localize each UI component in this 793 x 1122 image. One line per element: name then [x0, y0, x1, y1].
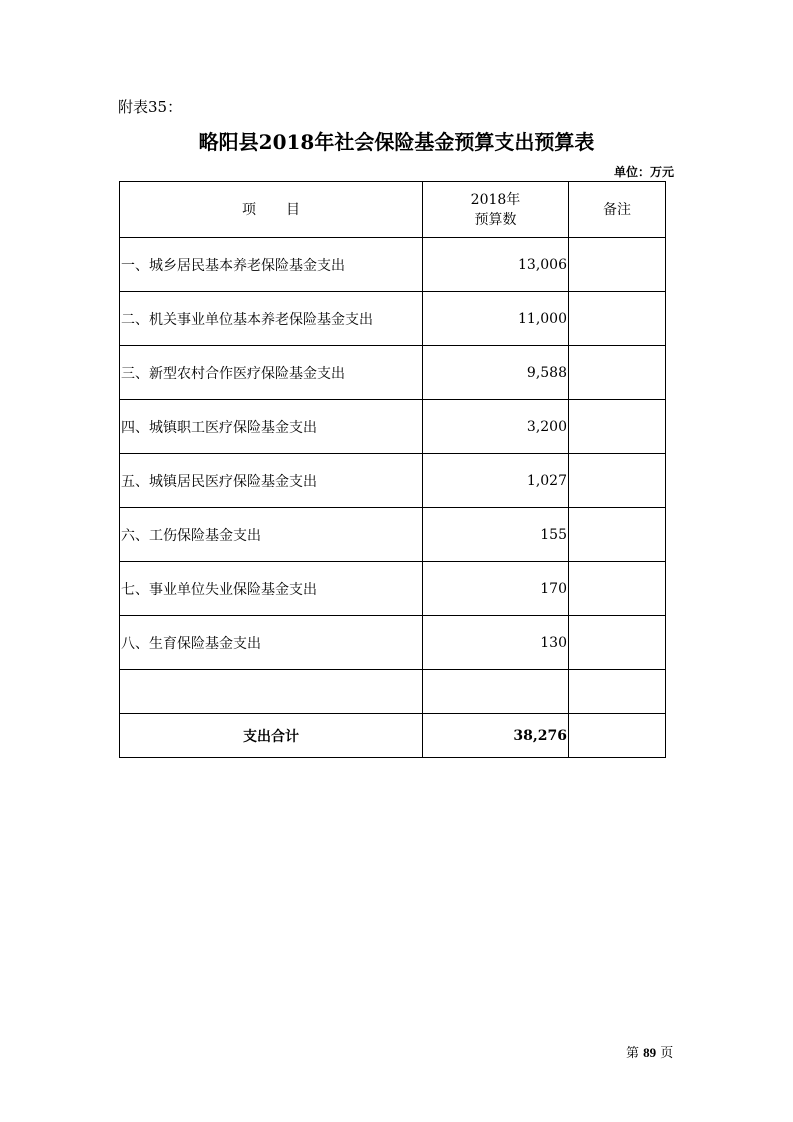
blank-cell: [423, 670, 569, 714]
table-row: [120, 346, 666, 400]
row-amount: 3,200: [423, 400, 569, 454]
header-item-part1: 项: [242, 201, 256, 218]
table-row: [120, 238, 666, 292]
row-item: 一、城乡居民基本养老保险基金支出: [120, 238, 423, 292]
page-number-value: 89: [643, 1045, 657, 1060]
header-item: [120, 182, 423, 238]
row-note: [569, 238, 666, 292]
row-amount: 1,027: [423, 454, 569, 508]
row-note: [569, 454, 666, 508]
row-note: [569, 616, 666, 670]
table-header-row: [120, 182, 666, 238]
header-note: 备注: [569, 182, 666, 238]
total-note: [569, 714, 666, 758]
table-total-row: [120, 714, 666, 758]
row-amount: 9,588: [423, 346, 569, 400]
table-row: [120, 616, 666, 670]
header-budget: [423, 182, 569, 238]
appendix-label: 附表35：: [118, 98, 183, 116]
row-note: [569, 508, 666, 562]
row-amount: 11,000: [423, 292, 569, 346]
row-item: 八、生育保险基金支出: [120, 616, 423, 670]
page-number: [626, 1042, 673, 1061]
budget-table: [119, 181, 666, 758]
row-item: 三、新型农村合作医疗保险基金支出: [120, 346, 423, 400]
row-amount: 13,006: [423, 238, 569, 292]
header-item-part2: 目: [286, 201, 300, 218]
table-row: [120, 508, 666, 562]
document-title: 略阳县2018年社会保险基金预算支出预算表: [198, 130, 595, 154]
row-item: 七、事业单位失业保险基金支出: [120, 562, 423, 616]
row-item: 六、工伤保险基金支出: [120, 508, 423, 562]
total-amount: 38,276: [423, 714, 569, 758]
row-item: 二、机关事业单位基本养老保险基金支出: [120, 292, 423, 346]
unit-label: 单位：万元: [613, 165, 674, 179]
page-suffix: 页: [660, 1046, 674, 1061]
page-prefix: 第: [626, 1046, 640, 1061]
table-row: [120, 454, 666, 508]
row-amount: 155: [423, 508, 569, 562]
header-budget-year: 2018年: [470, 191, 521, 208]
row-amount: 170: [423, 562, 569, 616]
header-budget-label: 预算数: [474, 211, 517, 228]
row-note: [569, 562, 666, 616]
row-item: 四、城镇职工医疗保险基金支出: [120, 400, 423, 454]
row-item: 五、城镇居民医疗保险基金支出: [120, 454, 423, 508]
row-note: [569, 292, 666, 346]
table-row: [120, 292, 666, 346]
row-amount: 130: [423, 616, 569, 670]
total-label: 支出合计: [120, 714, 423, 758]
table-row: [120, 400, 666, 454]
blank-cell: [569, 670, 666, 714]
row-note: [569, 400, 666, 454]
row-note: [569, 346, 666, 400]
blank-cell: [120, 670, 423, 714]
table-row-blank: [120, 670, 666, 714]
table-row: [120, 562, 666, 616]
